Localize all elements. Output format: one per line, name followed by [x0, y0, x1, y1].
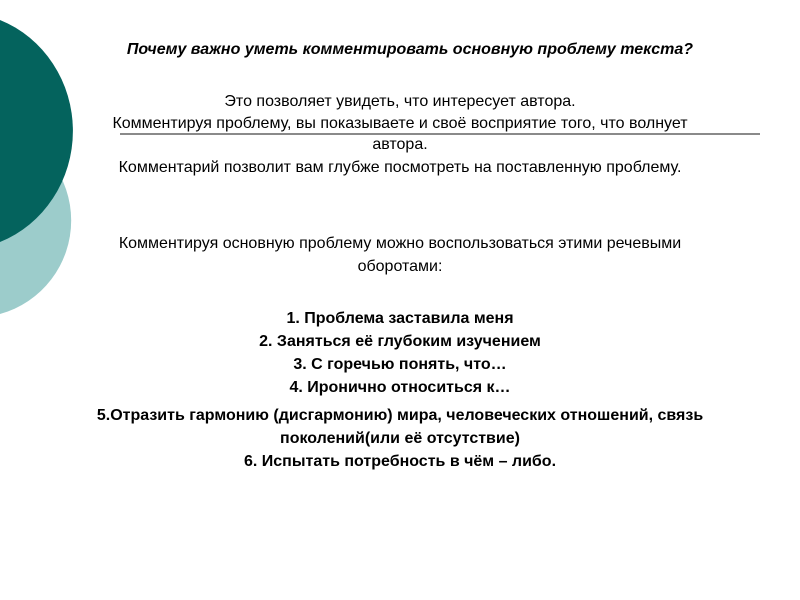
list-item: 3. С горечью понять, что…: [293, 356, 507, 373]
list-item: поколений(или её отсутствие): [280, 430, 520, 447]
list-item: 4. Иронично относиться к…: [289, 379, 511, 396]
paragraph: Комментируя проблему, вы показываете и своё восприятие того, что волнует: [112, 115, 688, 132]
list-item: 1. Проблема заставила меня: [286, 310, 514, 327]
intro-text: Комментируя основную проблему можно воспользоваться этими речевыми: [118, 235, 682, 252]
list-item: 5.Отразить гармонию (дисгармонию) мира, человеческих отношений, связь: [96, 407, 704, 424]
list-item: 2. Заняться её глубоким изучением: [259, 333, 541, 350]
paragraph: Это позволяет увидеть, что интересует автора.: [224, 93, 576, 110]
intro-text: оборотами:: [357, 258, 443, 275]
paragraph: автора.: [372, 136, 428, 153]
paragraph: Комментарий позволит вам глубже посмотреть на поставленную проблему.: [118, 159, 682, 176]
list-item: 6. Испытать потребность в чём – либо.: [243, 453, 557, 470]
slide-title: Почему важно уметь комментировать основную проблему текста?: [126, 41, 694, 58]
